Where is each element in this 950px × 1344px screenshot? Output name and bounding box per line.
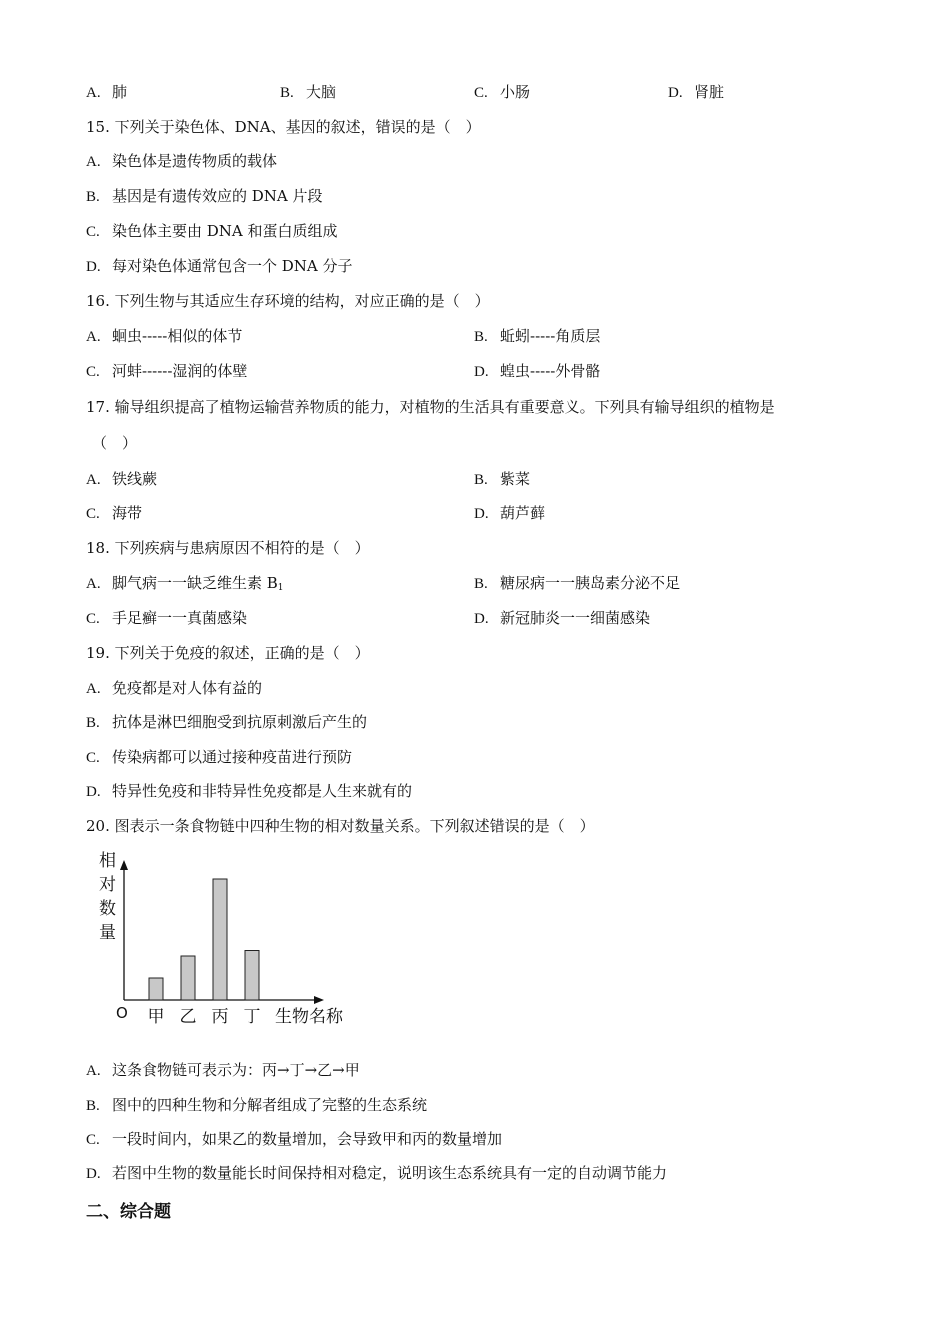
q19-option-a: A. 免疫都是对人体有益的 bbox=[86, 679, 263, 697]
q16-option-a: A. 蛔虫-----相似的体节 bbox=[86, 327, 243, 345]
bar-4 bbox=[245, 951, 259, 1001]
section-title: 二、综合题 bbox=[86, 1202, 171, 1222]
x-axis-label: 生物名称 bbox=[275, 1007, 343, 1027]
q18-option-b: B. 糖尿病一一胰岛素分泌不足 bbox=[474, 574, 681, 592]
q16-option-b: B. 蚯蚓-----角质层 bbox=[474, 327, 601, 345]
q17-option-a: A. 铁线蕨 bbox=[86, 470, 158, 488]
q14-option-b: B. 大脑 bbox=[280, 83, 337, 101]
bar-3 bbox=[213, 879, 227, 1000]
q20-option-b: B. 图中的四种生物和分解者组成了完整的生态系统 bbox=[86, 1096, 428, 1114]
origin-label: O bbox=[116, 1004, 128, 1022]
q16-stem: 16. 下列生物与其适应生存环境的结构，对应正确的是（ ） bbox=[86, 292, 490, 310]
q14-option-c: C. 小肠 bbox=[474, 83, 531, 101]
category-label-3: 丙 bbox=[211, 1007, 229, 1027]
q17-option-b: B. 紫菜 bbox=[474, 470, 531, 488]
q16-option-c: C. 河蚌------湿润的体壁 bbox=[86, 362, 248, 380]
q15-stem: 15. 下列关于染色体、DNA、基因的叙述，错误的是（ ） bbox=[86, 118, 481, 136]
q17-stem-cont: （ ） bbox=[92, 434, 138, 452]
category-label-1: 甲 bbox=[147, 1007, 165, 1027]
category-label-4: 丁 bbox=[243, 1007, 261, 1027]
q17-stem: 17. 输导组织提高了植物运输营养物质的能力，对植物的生活具有重要意义。下列具有输导组织的植物是 bbox=[86, 398, 775, 416]
food-chain-bar-chart bbox=[96, 848, 366, 1033]
y-axis-label-char-4: 量 bbox=[99, 923, 116, 943]
x-axis-arrow bbox=[314, 996, 324, 1004]
q15-option-b: B. 基因是有遗传效应的 DNA 片段 bbox=[86, 187, 323, 205]
q20-option-c: C. 一段时间内，如果乙的数量增加，会导致甲和丙的数量增加 bbox=[86, 1130, 503, 1148]
q18-option-c: C. 手足癣一一真菌感染 bbox=[86, 609, 248, 627]
q20-option-d: D. 若图中生物的数量能长时间保持相对稳定，说明该生态系统具有一定的自动调节能力 bbox=[86, 1164, 668, 1182]
q17-option-d: D. 葫芦藓 bbox=[474, 504, 546, 522]
q16-option-d: D. 蝗虫-----外骨骼 bbox=[474, 362, 601, 380]
q20-stem: 20. 图表示一条食物链中四种生物的相对数量关系。下列叙述错误的是（ ） bbox=[86, 817, 595, 835]
y-axis-label-char-2: 对 bbox=[99, 875, 116, 895]
category-labels bbox=[148, 1007, 261, 1027]
bar-2 bbox=[181, 956, 195, 1000]
q18-option-a: A. 脚气病一一缺乏维生素 $B_1$ bbox=[86, 574, 284, 593]
q17-option-c: C. 海带 bbox=[86, 504, 143, 522]
y-axis-label-char-3: 数 bbox=[99, 899, 116, 919]
q19-option-d: D. 特异性免疫和非特异性免疫都是人生来就有的 bbox=[86, 782, 413, 800]
category-label-2: 乙 bbox=[179, 1007, 197, 1027]
q15-option-d: D. 每对染色体通常包含一个 DNA 分子 bbox=[86, 257, 353, 275]
q15-option-c: C. 染色体主要由 DNA 和蛋白质组成 bbox=[86, 222, 338, 240]
q19-option-c: C. 传染病都可以通过接种疫苗进行预防 bbox=[86, 748, 353, 766]
q19-option-b: B. 抗体是淋巴细胞受到抗原刺激后产生的 bbox=[86, 713, 368, 731]
q18-stem: 18. 下列疾病与患病原因不相符的是（ ） bbox=[86, 539, 370, 557]
y-axis-label bbox=[99, 851, 116, 943]
q15-option-a: A. 染色体是遗传物质的载体 bbox=[86, 152, 278, 170]
y-axis-arrow bbox=[120, 860, 128, 870]
q20-option-a: A. 这条食物链可表示为：丙→丁→乙→甲 bbox=[86, 1061, 360, 1079]
bar-1 bbox=[149, 978, 163, 1000]
q19-stem: 19. 下列关于免疫的叙述，正确的是（ ） bbox=[86, 644, 370, 662]
bars bbox=[149, 879, 259, 1000]
q18-option-d: D. 新冠肺炎一一细菌感染 bbox=[474, 609, 651, 627]
q14-option-d: D. 肾脏 bbox=[668, 83, 725, 101]
q14-option-a: A. 肺 bbox=[86, 83, 128, 101]
y-axis-label-char-1: 相 bbox=[99, 851, 116, 871]
